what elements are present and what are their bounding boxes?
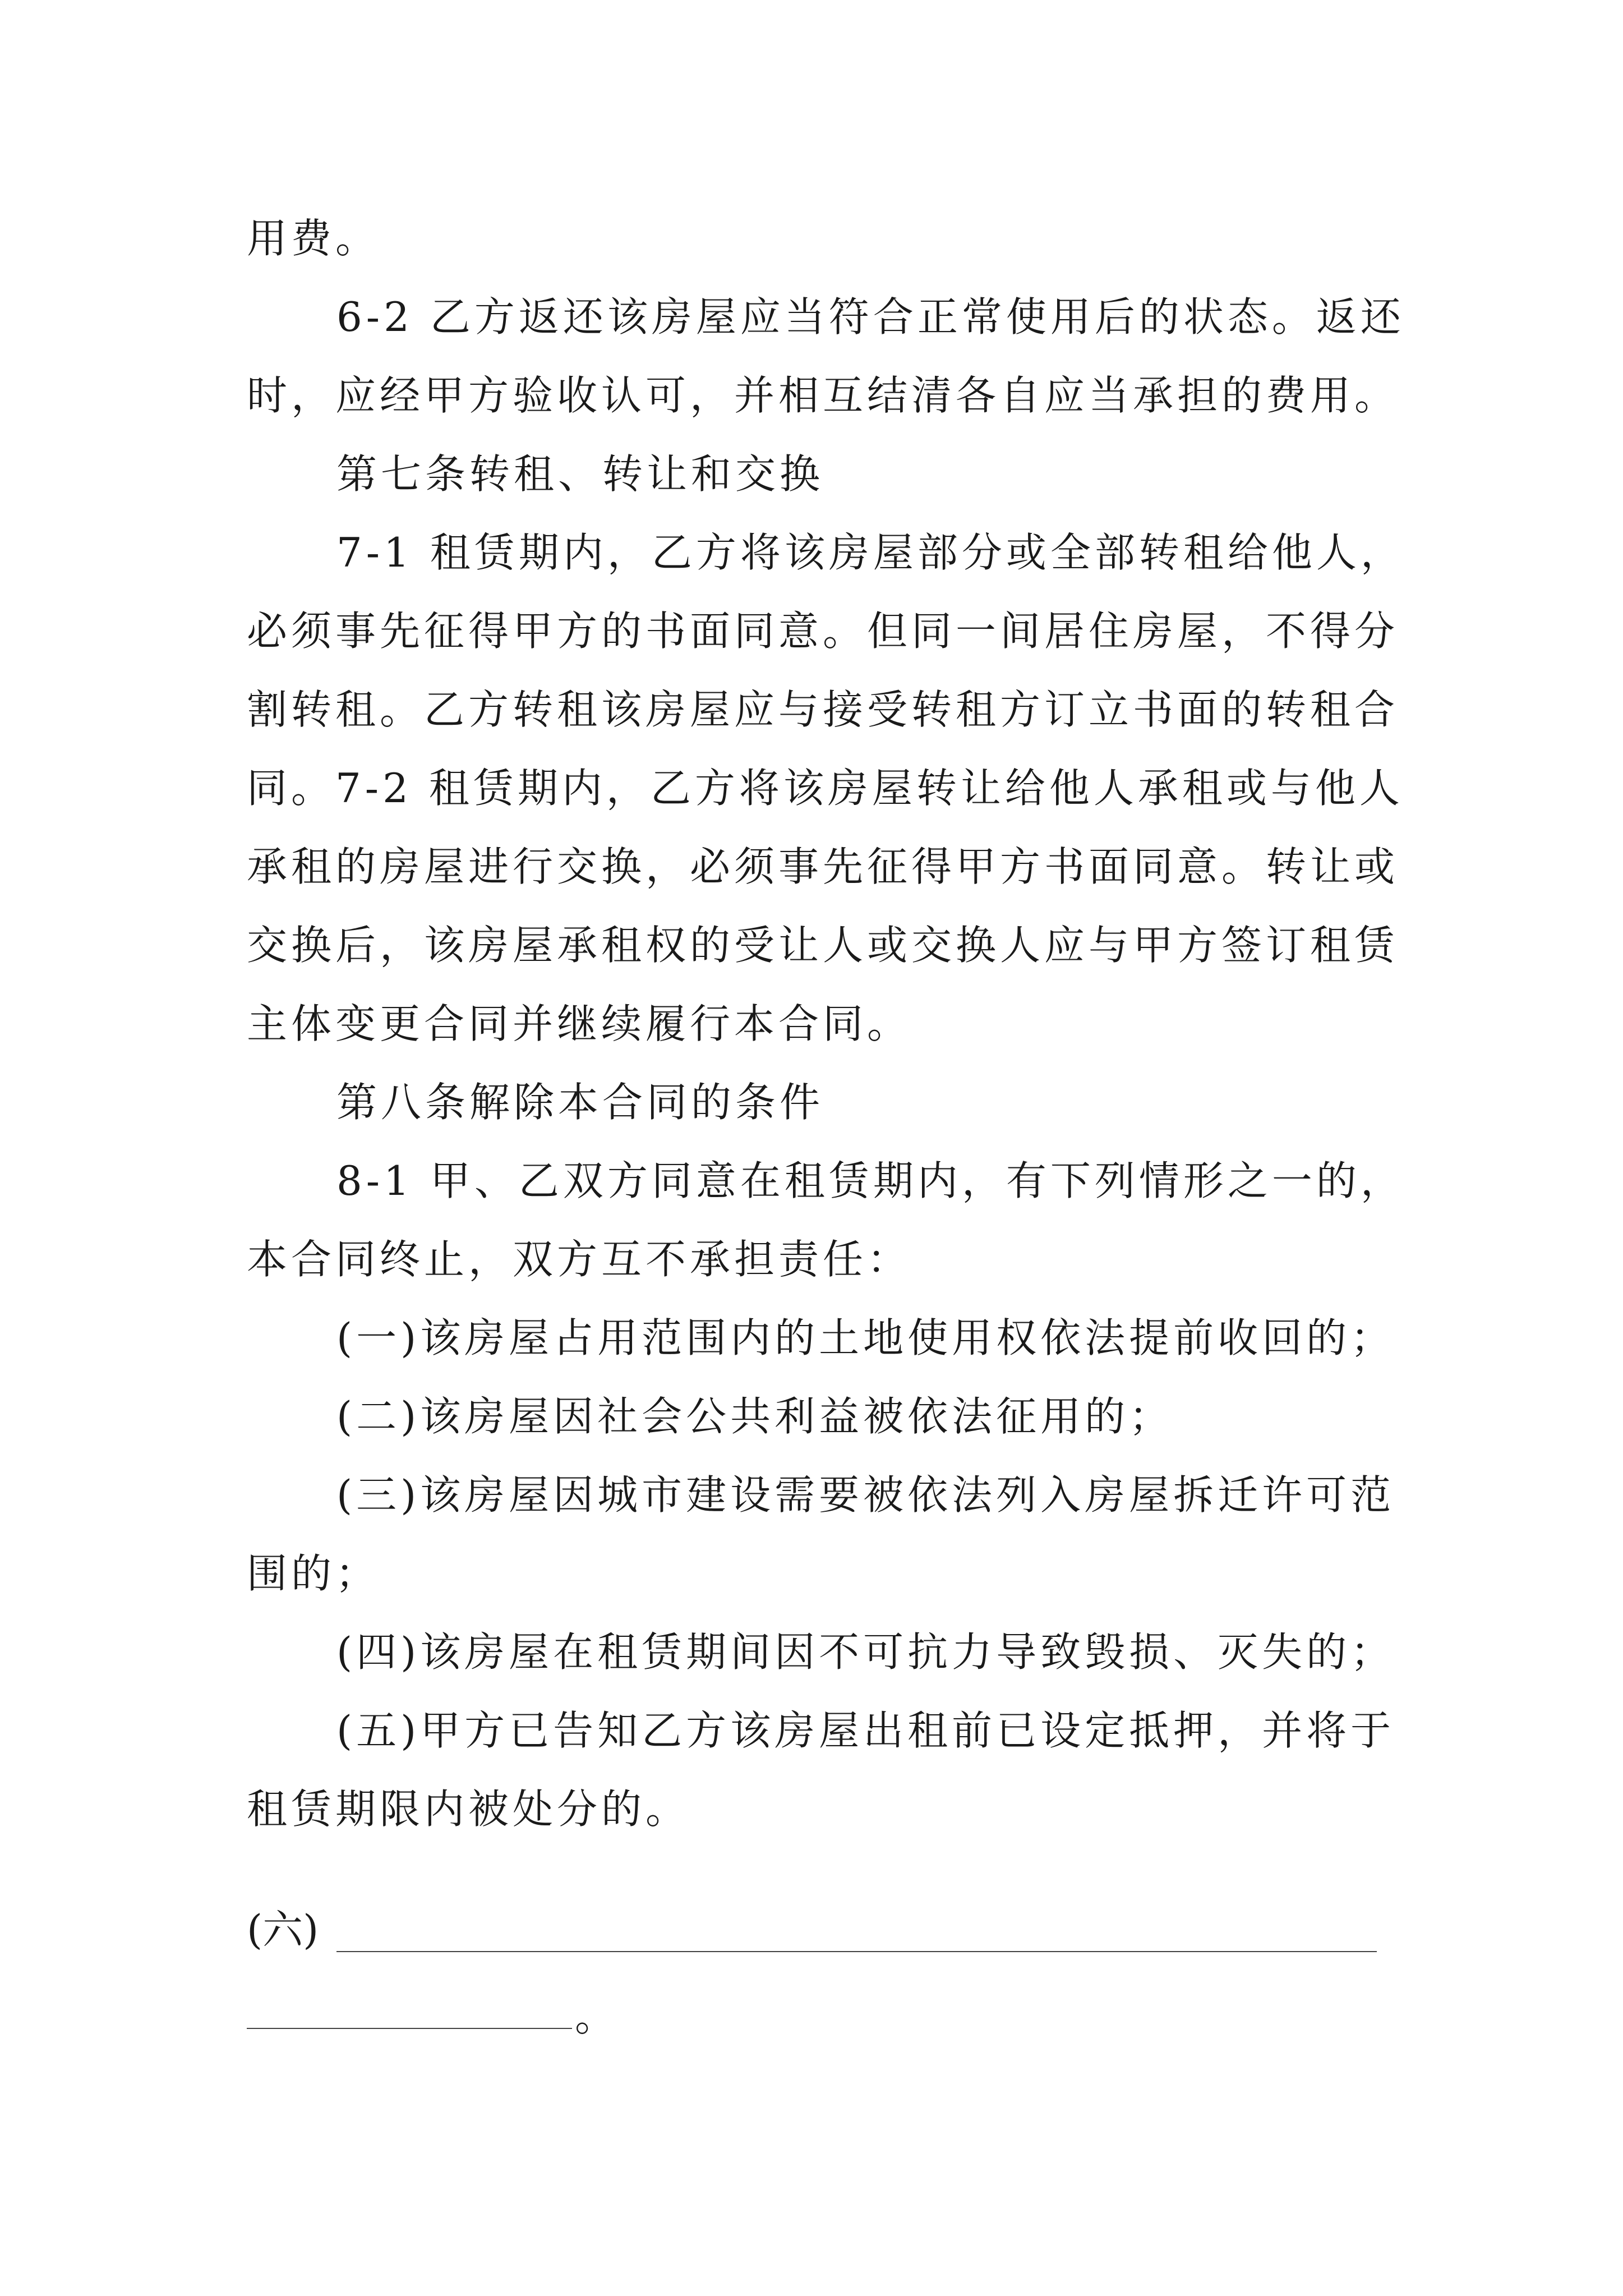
- list-item: (一)该房屋占用范围内的土地使用权依法提前收回的；: [336, 1314, 1395, 1361]
- text-line: 本合同终止，双方互不承担责任：: [247, 1236, 912, 1283]
- text-line: 时，应经甲方验收认可，并相互结清各自应当承担的费用。: [247, 372, 1399, 419]
- text-line: 主体变更合同并继续履行本合同。: [247, 1000, 912, 1047]
- fill-in-blank-line[interactable]: [247, 2028, 572, 2029]
- text-line: 同。7-2 租赁期内，乙方将该房屋转让给他人承租或与他人: [247, 765, 1404, 812]
- text-line: 承租的房屋进行交换，必须事先征得甲方书面同意。转让或: [247, 843, 1399, 890]
- text-line: 租赁期限内被处分的。: [247, 1786, 690, 1833]
- text-line: 围的；: [247, 1550, 380, 1597]
- text-line: 用费。: [247, 215, 380, 262]
- list-item: (四)该房屋在租赁期间因不可抗力导致毁损、灭失的；: [336, 1628, 1395, 1676]
- text-line: 必须事先征得甲方的书面同意。但同一间居住房屋，不得分: [247, 608, 1399, 655]
- list-item: (二)该房屋因社会公共利益被依法征用的；: [336, 1393, 1174, 1440]
- fill-in-blank-line[interactable]: [336, 1951, 1377, 1952]
- text-line: 7-1 租赁期内，乙方将该房屋部分或全部转租给他人，: [336, 529, 1405, 576]
- end-mark: 。: [575, 1993, 616, 2040]
- text-line: 6-2 乙方返还该房屋应当符合正常使用后的状态。返还: [336, 293, 1405, 341]
- section-heading: 第八条解除本合同的条件: [336, 1079, 824, 1126]
- blank-item-label: (六): [247, 1906, 319, 1953]
- text-line: 8-1 甲、乙双方同意在租赁期内，有下列情形之一的，: [336, 1157, 1405, 1204]
- list-item: (三)该房屋因城市建设需要被依法列入房屋拆迁许可范: [336, 1471, 1395, 1519]
- text-line: 交换后，该房屋承租权的受让人或交换人应与甲方签订租赁: [247, 922, 1399, 969]
- text-line: 割转租。乙方转租该房屋应与接受转租方订立书面的转租合: [247, 686, 1399, 733]
- blank-item-row: [247, 1902, 319, 1958]
- list-item: (五)甲方已告知乙方该房屋出租前已设定抵押，并将于: [336, 1707, 1395, 1754]
- section-heading: 第七条转租、转让和交换: [336, 450, 824, 498]
